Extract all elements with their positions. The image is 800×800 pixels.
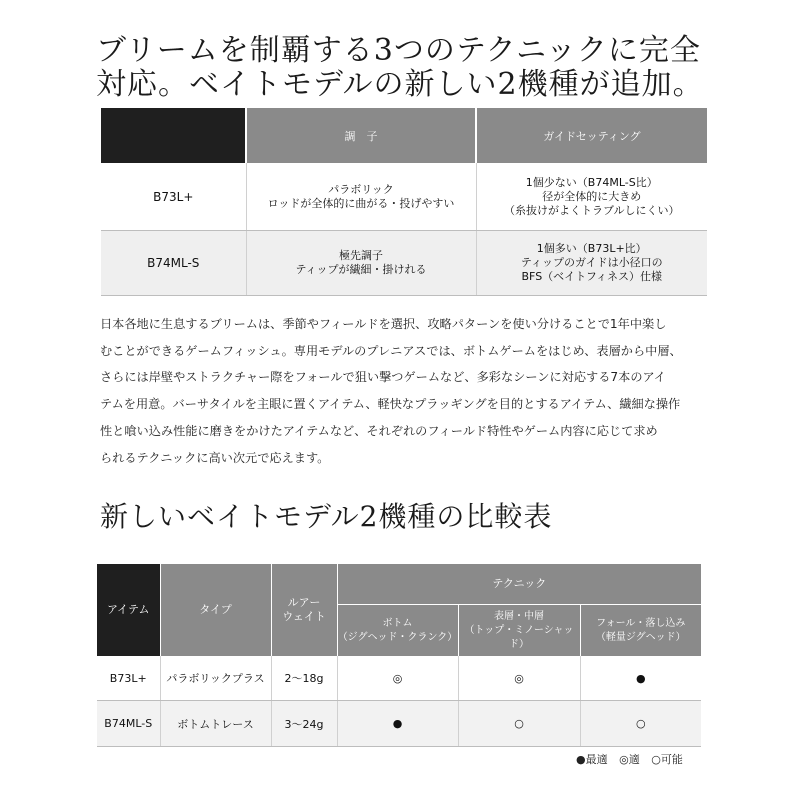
table-row <box>97 701 701 747</box>
comparison-heading: 新しいベイトモデル2機種の比較表 <box>100 500 553 533</box>
header-line: （ジグヘッド・クランク） <box>337 631 458 643</box>
lure-weight-cell: 2〜18g <box>271 656 337 701</box>
header-type: タイプ <box>160 564 271 656</box>
rating-surface: ◎ <box>458 656 580 701</box>
rod-action-table <box>101 108 707 296</box>
table-row <box>101 231 707 296</box>
headline <box>96 34 736 102</box>
paragraph-line: テムを用意。バーサタイルを主眼に置くアイテム、軽快なプラッギングを目的とするアイテム、繊細な操作 <box>100 397 681 412</box>
table-row <box>97 656 701 701</box>
legend-possible: ○可能 <box>651 753 683 766</box>
header-line: 表層・中層 <box>494 610 544 622</box>
header-guide-setting: ガイドセッティング <box>476 108 707 163</box>
cell-line: （糸抜けがよくトラブルしにくい） <box>503 203 680 217</box>
rating-fall: ● <box>580 656 701 701</box>
rating-legend <box>576 751 683 767</box>
lure-weight-cell: 3〜24g <box>271 701 337 747</box>
header-line: （軽量ジグヘッド） <box>595 631 686 643</box>
rating-bottom: ◎ <box>337 656 458 701</box>
paragraph-line: むことができるゲームフィッシュ。専用モデルのプレニアスでは、ボトムゲームをはじめ、表層から中層、 <box>100 343 682 358</box>
description-paragraph <box>100 311 712 471</box>
headline-line-2: 対応。ベイトモデルの新しい2機種が追加。 <box>96 67 704 102</box>
comparison-table <box>97 564 701 747</box>
cell-line: ティップのガイドは小径口の <box>520 256 663 269</box>
rating-fall: ○ <box>580 701 701 747</box>
rating-surface: ○ <box>458 701 580 747</box>
cell-line: ロッドが全体的に曲がる・投げやすい <box>267 196 455 210</box>
header-item-blank <box>101 108 246 163</box>
header-line: ボトム <box>382 617 413 629</box>
guide-cell <box>476 231 707 296</box>
header-line: （トップ・ミノーシャッド） <box>464 624 574 650</box>
cell-line: ティップが繊細・掛けれる <box>295 263 427 276</box>
paragraph-line: さらには岸壁やストラクチャー際をフォールで狙い撃つゲームなど、多彩なシーンに対応する7本のアイ <box>100 370 666 385</box>
cell-line: 極先調子 <box>339 249 383 262</box>
header-lure-weight <box>271 564 337 656</box>
item-name: B73L+ <box>97 656 160 701</box>
header-bottom <box>337 605 458 657</box>
guide-cell <box>476 163 707 231</box>
item-name: B74ML-S <box>101 231 246 296</box>
header-line: フォール・落し込み <box>596 617 686 629</box>
cell-line: 径が全体的に大きめ <box>542 189 642 203</box>
paragraph-line: 日本各地に生息するブリームは、季節やフィールドを選択、攻略パターンを使い分けることで1年中楽し <box>100 317 667 331</box>
cell-line: 1個多い（B73L+比） <box>536 242 647 255</box>
cell-line: パラボリック <box>328 182 394 196</box>
legend-best: ●最適 <box>576 753 608 766</box>
choshi-cell <box>246 163 476 231</box>
rating-bottom: ● <box>337 701 458 747</box>
header-technique: テクニック <box>337 564 701 605</box>
header-line: ルアー <box>287 596 321 609</box>
header-item: アイテム <box>97 564 160 656</box>
item-name: B73L+ <box>101 163 246 231</box>
item-name: B74ML-S <box>97 701 160 747</box>
header-fall <box>580 605 701 657</box>
choshi-cell <box>246 231 476 296</box>
cell-line: 1個少ない（B74ML-S比） <box>525 175 658 189</box>
type-cell: ボトムトレース <box>160 701 271 747</box>
table-row <box>101 163 707 231</box>
paragraph-line: 性と喰い込み性能に磨きをかけたアイテムなど、それぞれのフィールド特性やゲーム内容に応じて求め <box>100 423 658 438</box>
paragraph-line: られるテクニックに高い次元で応えます。 <box>100 450 330 465</box>
legend-suitable: ◎適 <box>619 753 640 766</box>
header-surface-mid <box>458 605 580 657</box>
cell-line: BFS（ベイトフィネス）仕様 <box>521 270 662 283</box>
header-line: ウェイト <box>282 610 326 623</box>
headline-line-1: ブリームを制覇する3つのテクニックに完全 <box>96 33 701 68</box>
header-choshi: 調 子 <box>246 108 476 163</box>
type-cell: パラボリックプラス <box>160 656 271 701</box>
